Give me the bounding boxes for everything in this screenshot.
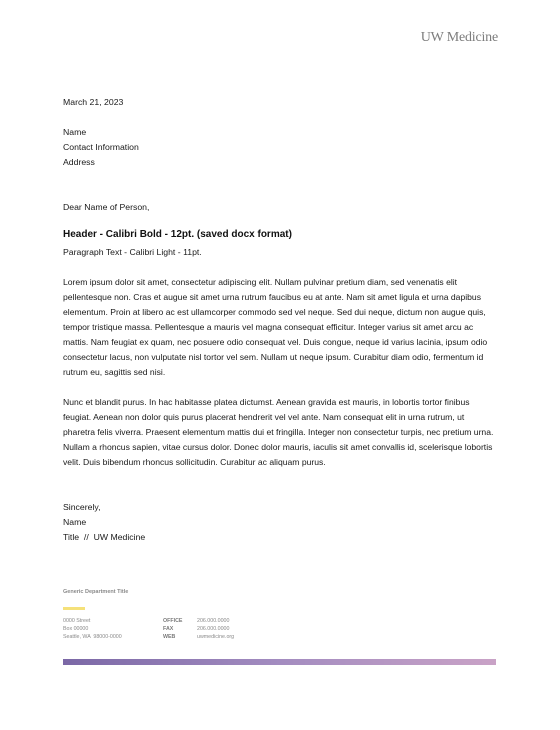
sign-off: Sincerely, <box>63 502 101 512</box>
footer-office-number: 206.000.0000 <box>197 618 230 624</box>
letter-header: Header - Calibri Bold - 12pt. (saved docx format) <box>63 229 292 240</box>
recipient-name: Name <box>63 127 87 137</box>
body-paragraph-2: Nunc et blandit purus. In hac habitasse platea dictumst. Aenean gravida est mauris, in lobortis tortor finibus feugiat. Aenean non dolor quis purus placerat hendrerit vel vel ante. Nam consequat elit in urna rutrum, ut pharetra felis viverra. Praesent elementum mattis dui et fringilla. Integer non consectetur turpis, nec pretium urna. Nullam a rhoncus sapien, vitae cursus dolor. Donec dolor mauris, iaculis sit amet convallis id, scelerisque lobortis velit. Duis bibendum rhoncus sollicitudin. Curabitur ac aliquam purus. <box>63 397 494 467</box>
recipient-contact: Contact Information <box>63 142 139 152</box>
body-paragraph-1: Lorem ipsum dolor sit amet, consectetur adipiscing elit. Nullam pulvinar pretium diam, sed venenatis elit pellentesque non. Cras et augue sit amet urna rutrum faucibus eu at ante. Nam sit amet ligula et urna dapibus elementum. Proin at libero ac est ullamcorper commodo sed vel neque. Sed dui neque, dictum non augue quis, tempor tristique massa. Pellentesque a mauris vel magna consequat efficitur. Integer varius sit amet arcu ac mattis. Nam feugiat ex quam, nec posuere odio consequat vel. Duis congue, neque id varius lacinia, ipsum odio consectetur lacus, non vulputate nisl tortor vel sem. Nullam ut neque ipsum. Curabitur diam odio, fermentum id rutrum eu, sagittis sed nisi. <box>63 277 488 377</box>
footer-contact-values <box>197 617 234 641</box>
footer-gradient-bar <box>63 659 496 665</box>
recipient-block <box>63 125 139 170</box>
salutation: Dear Name of Person, <box>63 202 150 212</box>
footer-department-title: Generic Department Title <box>63 589 129 595</box>
uw-medicine-logo: UW Medicine <box>420 30 498 45</box>
footer-accent-line <box>63 607 85 610</box>
footer-label-fax: FAX <box>163 626 174 632</box>
footer-address-street: 0000 Street <box>63 618 91 624</box>
footer-address-city: Seattle, WA 98000-0000 <box>63 634 122 640</box>
footer-fax-number: 206.000.0000 <box>197 626 230 632</box>
footer-address <box>63 617 122 641</box>
signer-name: Name <box>63 517 87 527</box>
footer-contact-labels <box>163 617 182 641</box>
footer-web-link[interactable]: uwmedicine.org <box>197 634 235 640</box>
footer-label-web: WEB <box>163 634 176 640</box>
letter-date: March 21, 2023 <box>63 97 124 107</box>
closing-block <box>63 500 145 545</box>
footer-label-office: OFFICE <box>163 618 183 624</box>
footer-address-box: Box 00000 <box>63 626 89 632</box>
signer-title: Title // UW Medicine <box>63 532 146 542</box>
paragraph-label: Paragraph Text - Calibri Light - 11pt. <box>63 247 202 257</box>
recipient-address: Address <box>63 157 95 167</box>
